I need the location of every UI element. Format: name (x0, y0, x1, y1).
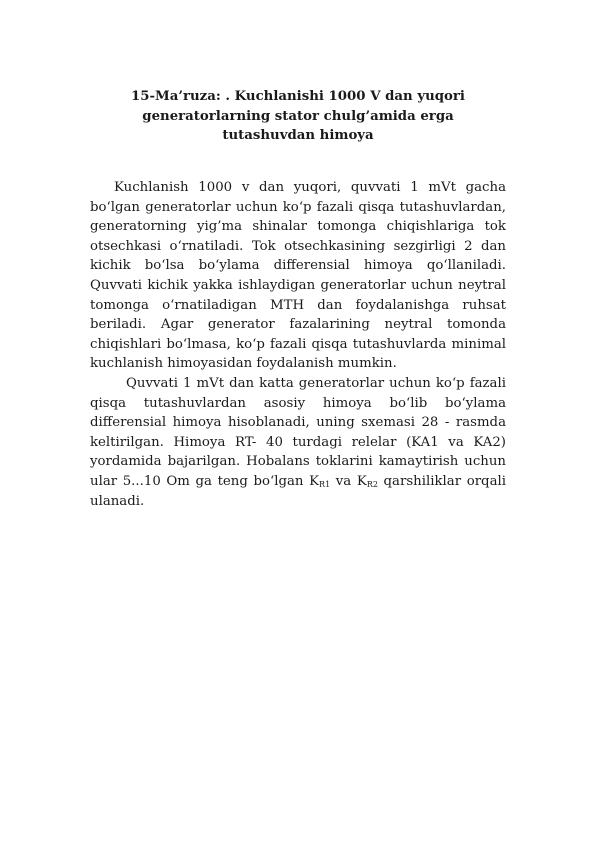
title-line-1: 15-Ma’ruza: . Kuchlanishi 1000 V dan yuqori (131, 89, 465, 104)
paragraph-2-mid: va K (330, 473, 367, 489)
paragraph-2 (90, 374, 506, 511)
title-line-2: generatorlarning stator chulg’amida erga (142, 108, 454, 124)
paragraph-1: Kuchlanish 1000 v dan yuqori, quvvati 1 mVt gacha bo‘lgan generatorlar uchun ko‘p fazali qisqa tutashuvlardan, generatorning yig’ma shinalar tomonga chiqishlariga tok otsechkasi o‘rnatiladi. Tok otsechkasining sezgirligi 2 dan kichik bo‘lsa bo‘ylama differensial himoya qo‘llaniladi. Quvvati kichik yakka ishlaydigan generatorlar uchun neytral tomonga o‘rnatiladigan MTH dan foydalanishga ruhsat beriladi. Agar generator fazalarining neytral tomonda chiqishlari bo‘lmasa, ko‘p fazali qisqa tutashuvlarda minimal kuchlanish himoyasidan foydalanish mumkin. (90, 180, 506, 372)
lecture-title (90, 87, 506, 146)
paragraph-2-tail: qarshiliklar orqali ulanadi. (90, 473, 507, 509)
title-line-3: tutashuvdan himoya (222, 128, 374, 143)
subscript-r1: R1 (319, 479, 331, 489)
document-body (90, 178, 506, 511)
paragraph-2-text: Quvvati 1 mVt dan katta generatorlar uchun ko‘p fazali qisqa tutashuvlardan asosiy himoya bo‘lib bo‘ylama differensial himoya hisoblanadi, uning sxemasi 28 - rasmda keltirilgan. Himoya RT- 40 turdagi relelar (KA1 va KA2) yordamida bajarilgan. Hobalans toklarini kamaytirish uchun ular 5...10 Om ga teng bo‘lgan K (90, 375, 506, 489)
subscript-r2: R2 (366, 479, 378, 489)
